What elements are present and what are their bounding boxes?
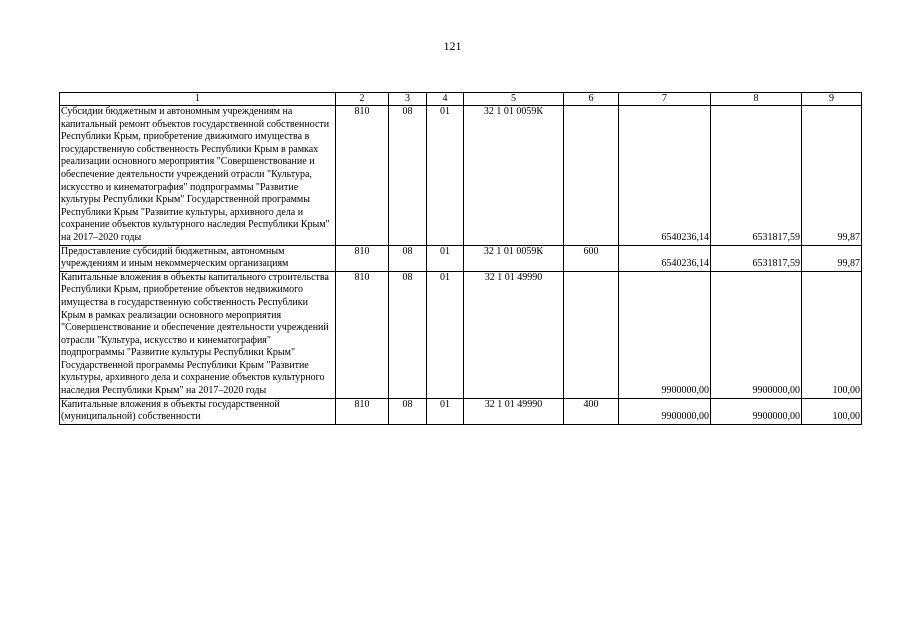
column-header: 6 [564, 93, 619, 106]
row-name-cell: Предоставление субсидий бюджетным, автономным учреждениям и иным некоммерческим организациям [60, 245, 336, 271]
column-header: 3 [389, 93, 427, 106]
column-header: 9 [802, 93, 862, 106]
cell-amount-8: 9900000,00 [711, 271, 802, 398]
row-name-cell: Капитальные вложения в объекты капитального строительства Республики Крым, приобретение объектов недвижимого имущества в государственную собственность Республики Крым в рамках реализации основного мероприятия "Совершенствование и обеспечение деятельности учреждений отрасли "Культура, искусство и кинематография" подпрограммы "Развитие культуры Республики Крым" Государственной программы Республики Крым "Развитие культуры, архивного дела и сохранение объектов культурного наследия Республики Крым" на 2017–2020 годы [60, 271, 336, 398]
table-row [60, 106, 862, 246]
cell-code-6: 600 [564, 245, 619, 271]
table-row [60, 271, 862, 398]
column-header: 5 [464, 93, 564, 106]
cell-code-3: 08 [389, 398, 427, 424]
cell-amount-8: 9900000,00 [711, 398, 802, 424]
cell-code-5: 32 1 01 0059К [464, 245, 564, 271]
cell-amount-7: 6540236,14 [619, 245, 711, 271]
column-header: 4 [427, 93, 464, 106]
cell-amount-8: 6531817,59 [711, 106, 802, 246]
cell-code-4: 01 [427, 245, 464, 271]
cell-code-5: 32 1 01 49990 [464, 271, 564, 398]
cell-percent-9: 99,87 [802, 106, 862, 246]
cell-amount-7: 9900000,00 [619, 398, 711, 424]
cell-code-2: 810 [336, 398, 389, 424]
cell-code-6 [564, 106, 619, 246]
cell-amount-7: 9900000,00 [619, 271, 711, 398]
cell-code-2: 810 [336, 106, 389, 246]
cell-code-4: 01 [427, 398, 464, 424]
table-row [60, 245, 862, 271]
cell-percent-9: 100,00 [802, 271, 862, 398]
row-name-cell: Капитальные вложения в объекты государственной (муниципальной) собственности [60, 398, 336, 424]
table-row [60, 398, 862, 424]
cell-percent-9: 100,00 [802, 398, 862, 424]
page-number: 121 [443, 39, 462, 53]
cell-code-6 [564, 271, 619, 398]
column-header: 8 [711, 93, 802, 106]
cell-percent-9: 99,87 [802, 245, 862, 271]
budget-table [59, 92, 862, 425]
cell-amount-7: 6540236,14 [619, 106, 711, 246]
cell-code-5: 32 1 01 0059К [464, 106, 564, 246]
column-header: 2 [336, 93, 389, 106]
row-name-cell: Субсидии бюджетным и автономным учреждениям на капитальный ремонт объектов государственной собственности Республики Крым, приобретение движимого имущества в государственную собственность Республики Крым в рамках реализации основного мероприятия "Совершенствование и обеспечение деятельности учреждений отрасли "Культура, искусство и кинематография" подпрограммы "Развитие культуры Республики Крым" Государственной программы Республики Крым "Развитие культуры, архивного дела и сохранение объектов культурного наследия Республики Крым" на 2017–2020 годы [60, 106, 336, 246]
column-header: 7 [619, 93, 711, 106]
cell-code-3: 08 [389, 271, 427, 398]
cell-code-3: 08 [389, 106, 427, 246]
cell-code-5: 32 1 01 49990 [464, 398, 564, 424]
cell-amount-8: 6531817,59 [711, 245, 802, 271]
table-header-row [60, 93, 862, 106]
cell-code-2: 810 [336, 245, 389, 271]
column-header: 1 [60, 93, 336, 106]
cell-code-4: 01 [427, 106, 464, 246]
cell-code-6: 400 [564, 398, 619, 424]
cell-code-2: 810 [336, 271, 389, 398]
cell-code-4: 01 [427, 271, 464, 398]
cell-code-3: 08 [389, 245, 427, 271]
